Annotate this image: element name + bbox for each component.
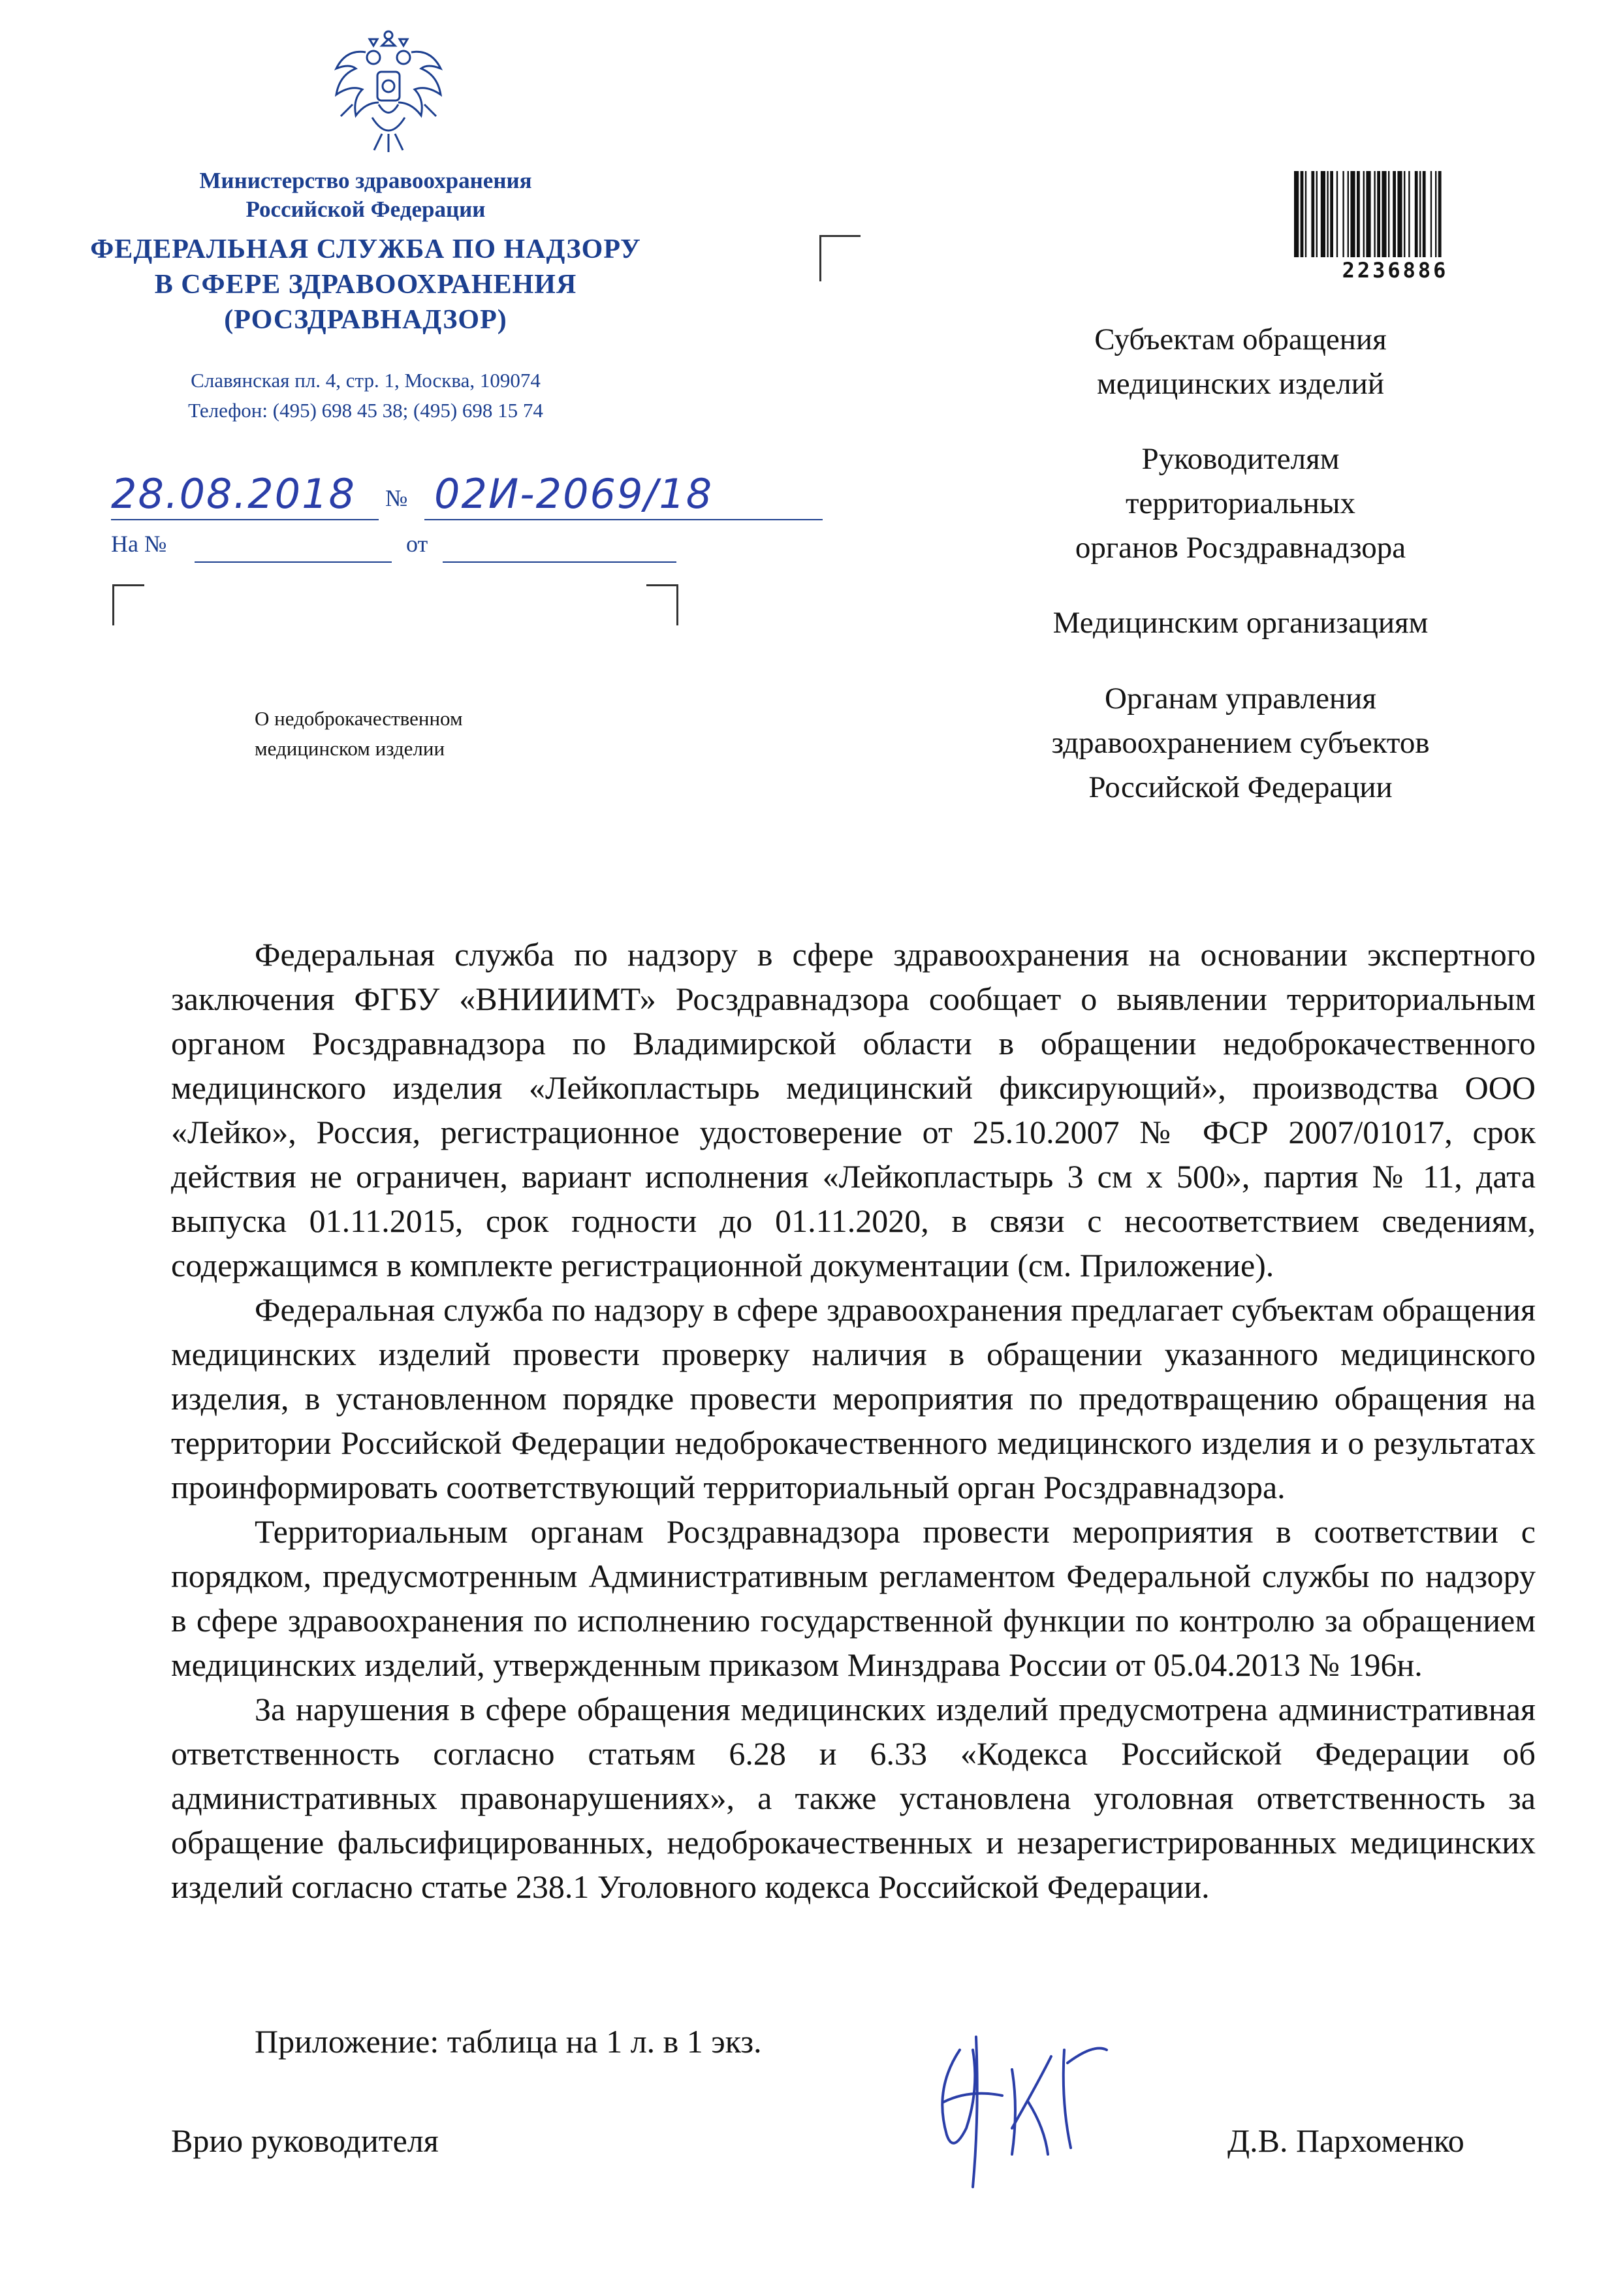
subject-line: медицинском изделии (255, 737, 445, 760)
address-line: Славянская пл. 4, стр. 1, Москва, 109074 (191, 369, 541, 392)
subject-line: О недоброкачественном (255, 707, 463, 730)
date-underline (111, 519, 379, 520)
double-headed-eagle-icon (326, 26, 450, 157)
from-line (443, 561, 676, 563)
handwritten-signature-icon (914, 2024, 1130, 2194)
addressee-line: Субъектам обращения (1094, 322, 1387, 356)
letter-body (171, 932, 1536, 1909)
body-paragraph: Федеральная служба по надзору в сфере здравоохранения предлагает субъектам обращения медицинских изделий провести проверку наличия в обращении указанного медицинского изделия, в установленном порядке провести мероприятия по предотвращению обращения на территории Российской Федерации недоброкачественного медицинского изделия и о результатах проинформировать соответствующий территориальный орган Росздравнадзора. (171, 1291, 1536, 1505)
service-line: ФЕДЕРАЛЬНАЯ СЛУЖБА ПО НАДЗОРУ (90, 234, 641, 264)
signatory-role: Врио руководителя (171, 2122, 439, 2159)
from-label: от (406, 531, 428, 557)
addressee-line: Российской Федерации (1088, 770, 1393, 804)
registration-date: 28.08.2018 (111, 470, 356, 518)
reply-to-line (195, 561, 392, 563)
attachment-note: Приложение: таблица на 1 л. в 1 экз. (255, 2023, 762, 2060)
addressee-line: органов Росздравнадзора (1075, 531, 1406, 565)
addressee-item (960, 676, 1521, 810)
ministry-name (111, 166, 620, 224)
service-line: (РОСЗДРАВНАДЗОР) (224, 305, 507, 335)
addressee-item (960, 601, 1521, 645)
addressee-line: Руководителям (1141, 442, 1340, 476)
addressee-block (960, 317, 1521, 840)
barcode-icon (1294, 171, 1496, 257)
body-paragraph: Федеральная служба по надзору в сфере здравоохранения на основании экспертного заключения ФГБУ «ВНИИИМТ» Росздравнадзора сообщает о выявлении территориальным органом Росздравнадзора по Владимирской области в обращении недоброкачественного медицинского изделия «Лейкопластырь медицинский фиксирующий», производства ООО «Лейко», Россия, регистрационное удостоверение от 25.10.2007 № ФСР 2007/01017, срок действия не ограничен, вариант исполнения «Лейкопластырь 3 см х 500», партия № 11, дата выпуска 01.11.2015, срок годности до 01.11.2020, в связи с несоответствием сведениям, содержащимся в комплекте регистрационной документации (см. Приложение). (171, 936, 1536, 1283)
organization-address (111, 366, 620, 426)
corner-mark-top (819, 235, 861, 281)
reply-to-label: На № (111, 531, 167, 557)
service-name (72, 232, 659, 338)
registration-number: 02И-2069/18 (434, 470, 714, 518)
body-paragraph: Территориальным органам Росздравнадзора провести мероприятия в соответствии с порядком, предусмотренным Административным регламентом Федеральной службы по надзору в сфере здравоохранения по исполнению государственной функции по контролю за обращением медицинских изделий, утвержденным приказом Минздрава России от 05.04.2013 № 196н. (171, 1513, 1536, 1683)
addressee-line: Органам управления (1105, 682, 1376, 716)
corner-mark-left (112, 584, 144, 625)
barcode-number: 2236886 (1342, 258, 1449, 283)
body-paragraph: За нарушения в сфере обращения медицинских изделий предусмотрена административная ответственность согласно статьям 6.28 и 6.33 «Кодекса Российской Федерации об административных правонарушениях», а также установлена уголовная ответственность за обращение фальсифицированных, недоброкачественных и незарегистрированных медицинских изделий согласно статье 238.1 Уголовного кодекса Российской Федерации. (171, 1691, 1536, 1905)
number-label: № (385, 485, 408, 511)
number-underline (424, 519, 823, 520)
signatory-name: Д.В. Пархоменко (1227, 2122, 1464, 2159)
service-line: В СФЕРЕ ЗДРАВООХРАНЕНИЯ (154, 270, 577, 300)
addressee-line: медицинских изделий (1096, 367, 1384, 401)
addressee-line: здравоохранением субъектов (1051, 726, 1430, 760)
letter-subject (255, 704, 620, 764)
phone-line: Телефон: (495) 698 45 38; (495) 698 15 74 (188, 399, 543, 422)
addressee-item (960, 317, 1521, 406)
corner-mark-right (646, 584, 678, 625)
addressee-item (960, 437, 1521, 570)
addressee-line: Медицинским организациям (1052, 606, 1429, 640)
addressee-line: территориальных (1125, 486, 1356, 520)
ministry-line: Российской Федерации (245, 197, 486, 222)
ministry-line: Министерство здравоохранения (199, 168, 532, 193)
